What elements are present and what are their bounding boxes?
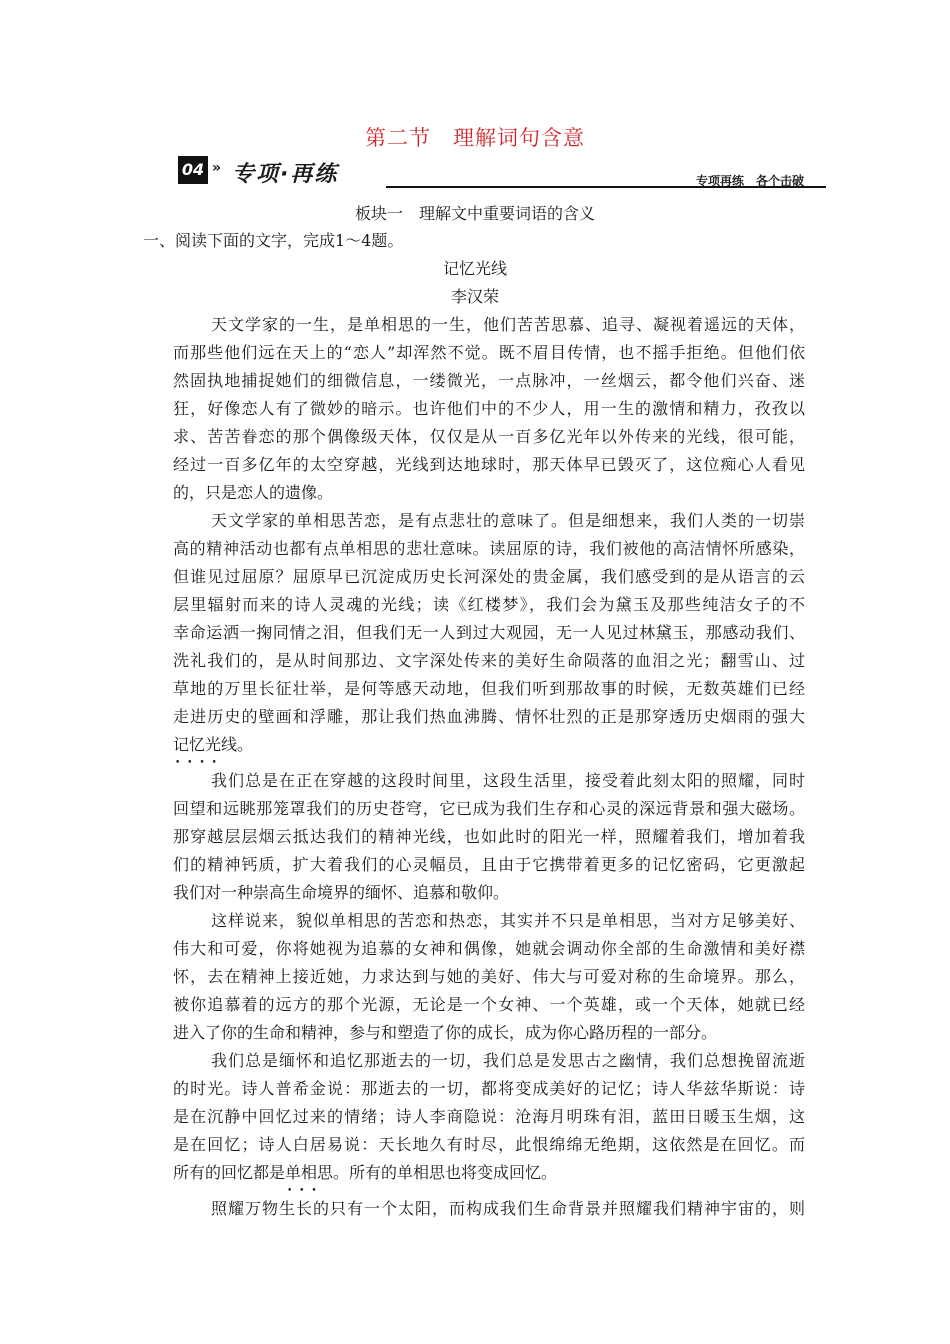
- section-title: 第二节 理解词句含意: [365, 126, 585, 150]
- text-line: 高的精神活动也都有点单相思的悲壮意味。读屈原的诗，我们被他的高洁情怀所感染，: [173, 539, 805, 558]
- text-line: 是在回忆；诗人白居易说：天长地久有时尽，此恨绵绵无绝期，这依然是在回忆。而: [173, 1135, 805, 1154]
- text-line: 而那些他们远在天上的“恋人”却浑然不觉。既不眉目传情，也不摇手拒绝。但他们依: [173, 343, 805, 362]
- text-line: 求、苦苦眷恋的那个偶像级天体，仅仅是从一百多亿光年以外传来的光线，很可能，: [173, 427, 805, 446]
- article-title: 记忆光线: [442, 259, 507, 278]
- text-line: [173, 1163, 805, 1183]
- text-line: 幸命运洒一掬同情之泪，但我们无一人到过大观园，无一人见过林黛玉，那感动我们、: [173, 623, 805, 642]
- text-line: 然固执地捕捉她们的细微信息，一缕微光，一点脉冲，一丝烟云，都令他们兴奋、迷: [173, 371, 805, 390]
- text-segment: 。所有的单相思也将变成回忆。: [333, 1163, 558, 1182]
- text-line: 狂，好像恋人有了微妙的暗示。也许他们中的不少人，用一生的激情和精力，孜孜以: [173, 399, 805, 418]
- article-author: 李汉荣: [450, 287, 499, 306]
- text-line: 这样说来，貌似单相思的苦恋和热恋，其实并不只是单相思，当对方足够美好、: [211, 911, 805, 930]
- text-line: 我们对一种崇高生命境界的缅怀、追慕和敬仰。: [173, 883, 510, 902]
- banner-subtitle: 专项再练 各个击破: [695, 174, 804, 188]
- emphasized-phrase: 单相思 • • •: [285, 1163, 333, 1183]
- text-line: 照耀万物生长的只有一个太阳，而构成我们生命背景并照耀我们精神宇宙的，则: [211, 1199, 805, 1218]
- text-line: 的时光。诗人普希金说：那逝去的一切，都将变成美好的记忆；诗人华兹华斯说：诗: [173, 1079, 805, 1098]
- text-line: 伟大和可爱，你将她视为追慕的女神和偶像，她就会调动你全部的生命激情和美好襟: [173, 939, 805, 958]
- text-line: 怀，去在精神上接近她，力求达到与她的美好、伟大与可爱对称的生命境界。那么，: [173, 967, 805, 986]
- text-line: 进入了你的生命和精神，参与和塑造了你的成长，成为你心路历程的一部分。: [173, 1023, 718, 1042]
- text-line: 们的精神钙质，扩大着我们的心灵幅员，且由于它携带着更多的记忆密码，它更激起: [173, 855, 805, 874]
- banner-badge: 04: [178, 156, 208, 184]
- text-line: 天文学家的一生，是单相思的一生，他们苦苦思慕、追寻、凝视着遥远的天体，: [211, 315, 805, 334]
- text-line: 的，只是恋人的遗像。: [173, 483, 334, 502]
- question-intro: 一、阅读下面的文字，完成1～4题。: [143, 231, 404, 250]
- text-line: 洗礼我们的，是从时间那边、文字深处传来的美好生命陨落的血泪之光；翻雪山、过: [173, 651, 805, 670]
- text-line: [173, 735, 805, 755]
- text-line: 层里辐射而来的诗人灵魂的光线；读《红楼梦》，我们会为黛玉及那些纯洁女子的不: [173, 595, 805, 614]
- text-line: 那穿越层层烟云抵达我们的精神光线，也如此时的阳光一样，照耀着我们，增加着我: [173, 827, 805, 846]
- text-segment: 所有的回忆都是: [173, 1163, 286, 1182]
- practice-banner: [176, 156, 826, 190]
- text-line: 经过一百多亿年的太空穿越，光线到达地球时，那天体早已毁灭了，这位痴心人看见: [173, 455, 805, 474]
- text-line: 回望和远眺那笼罩我们的历史苍穹，它已成为我们生存和心灵的深远背景和强大磁场。: [173, 799, 805, 818]
- text-line: 但谁见过屈原？屈原早已沉淀成历史长河深处的贵金属，我们感受到的是从语言的云: [173, 567, 805, 586]
- text-line: 被你追慕着的远方的那个光源，无论是一个女神、一个英雄，或一个天体，她就已经: [173, 995, 805, 1014]
- chevron-icon: »: [212, 160, 222, 176]
- block-heading: 板块一 理解文中重要词语的含义: [354, 204, 595, 223]
- emphasized-phrase: 记忆光线。 • • • •: [173, 735, 253, 755]
- text-line: 天文学家的单相思苦恋，是有点悲壮的意味了。但是细想来，我们人类的一切崇: [211, 511, 805, 530]
- text-line: 是在沉静中回忆过来的情绪；诗人李商隐说：沧海月明珠有泪，蓝田日暖玉生烟，这: [173, 1107, 805, 1126]
- text-line: 我们总是在正在穿越的这段时间里，这段生活里，接受着此刻太阳的照耀，同时: [211, 771, 805, 790]
- banner-title: 专项·再练: [232, 162, 339, 187]
- text-line: 我们总是缅怀和追忆那逝去的一切，我们总是发思古之幽情，我们总想挽留流逝: [211, 1051, 805, 1070]
- text-line: 草地的万里长征壮举，是何等感天动地，但我们听到那故事的时候，无数英雄们已经: [173, 679, 805, 698]
- text-line: 走进历史的壁画和浮雕，那让我们热血沸腾、情怀壮烈的正是那穿透历史烟雨的强大: [173, 707, 805, 726]
